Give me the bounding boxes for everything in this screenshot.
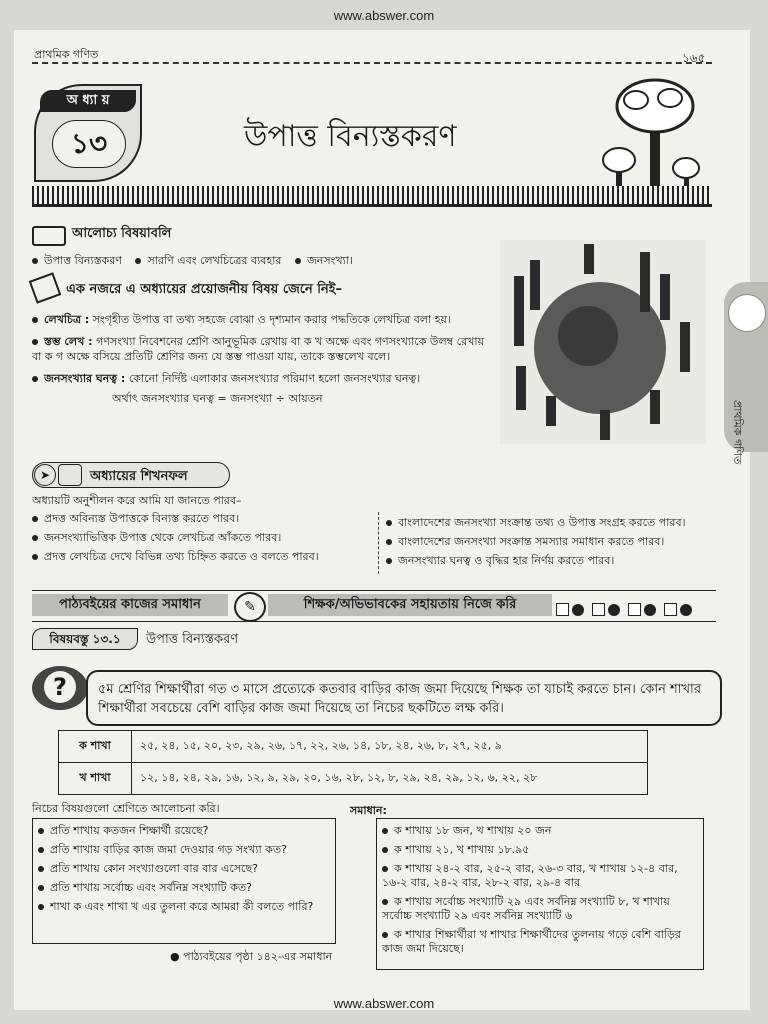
outcome-item: জনসংখ্যাভিত্তিক উপাত্ত থেকে লেখচিত্র আঁকতে পারব। <box>32 531 372 545</box>
glance-term: লেখচিত্র : <box>44 313 90 326</box>
solution-item: ক শাখার শিক্ষার্থীরা খ শাখার শিক্ষার্থীদের তুলনায় গড়ে বেশি বাড়ির কাজ জমা দিয়েছে। <box>382 928 682 955</box>
circle-icon <box>680 604 692 616</box>
outcome-item: বাংলাদেশের জনসংখ্যা সংক্রান্ত সমস্যার সমাধান করতে পারব। <box>386 535 716 549</box>
outcomes-left-list <box>32 512 372 569</box>
page-number: ১৬৫ <box>682 51 706 65</box>
solutions-bar-right: শিক্ষক/অভিভাবকের সহায়তায় নিজে করি <box>268 594 552 616</box>
solution-heading: সমাধান: <box>350 804 387 817</box>
glance-item <box>32 371 488 386</box>
square-icon <box>664 603 677 616</box>
glance-heading: এক নজরে এ অধ্যায়ের প্রয়োজনীয় বিষয় জেনে নিই– <box>66 282 342 297</box>
square-icon <box>628 603 641 616</box>
solution-item: ক শাখায় ২১, খ শাখায় ১৮.৯৫ <box>382 843 696 857</box>
pencil-icon: ✎ <box>234 592 266 622</box>
glance-text: গণসংখ্যা নিবেশনের শ্রেণি আনুভূমিক রেখায় বা ক খ অক্ষে এবং গণসংখ্যাকে উলম্ব রেখায় বা ক গ অক্ষে বসিয়ে প্রতিটি শ্রেণির জন্য যে স্তম্ভ পাওয়া যায়, তাকে স্তম্ভলেখ বলে। <box>32 335 485 363</box>
table-row-label: ক শাখা <box>59 731 132 763</box>
subject-tag: বিষয়বস্তু ১৩.১ <box>32 628 138 650</box>
glance-term: জনসংখ্যার ঘনত্ব : <box>44 372 126 385</box>
discuss-footnote: ● পাঠ্যবইয়ের পৃষ্ঠা ১৪২-এর সমাধান <box>170 950 333 963</box>
glance-text: কোনো নির্দিষ্ট এলাকার জনসংখ্যার পরিমাণ হলো জনসংখ্যার ঘনত্ব। <box>128 372 421 385</box>
outcome-item: জনসংখ্যার ঘনত্ব ও বৃদ্ধির হার নির্ণয় করতে পারব। <box>386 554 716 568</box>
square-icon <box>592 603 605 616</box>
outcomes-heading: অধ্যায়ের শিখনফল <box>90 469 188 484</box>
watermark-bottom[interactable]: www.abswer.com <box>333 996 435 1011</box>
grass-strip <box>32 186 712 207</box>
running-header-book: প্রাথমিক গণিত <box>34 48 99 61</box>
header-rule <box>32 62 712 64</box>
outcome-item: প্রদত্ত অবিন্যস্ত উপাত্তকে বিন্যস্ত করতে পারব। <box>32 512 372 526</box>
table-row-values: ১২, ১৪, ২৪, ২৯, ১৬, ১২, ৯, ২৯, ২০, ১৬, ২৮, ১২, ৮, ২৯, ২৪, ২৯, ১২, ৬, ২২, ২৮ <box>132 763 648 795</box>
topic-item: জনসংখ্যা। <box>306 254 353 267</box>
outcome-item: বাংলাদেশের জনসংখ্যা সংক্রান্ত তথ্য ও উপাত্ত সংগ্রহ করতে পারব। <box>386 516 716 530</box>
arrow-icon: ➤ <box>34 464 56 486</box>
globe-bar-chart-illustration <box>500 240 706 444</box>
glance-item <box>32 312 488 327</box>
discuss-item: প্রতি শাখায় বাড়ির কাজ জমা দেওয়ার গড় সংখ্যা কত? <box>38 843 328 857</box>
subject-title: উপাত্ত বিন্যস্তকরণ <box>146 632 239 647</box>
outcome-item: প্রদত্ত লেখচিত্র দেখে বিভিন্ন তথ্য চিহ্নিত করতে ও বলতে পারব। <box>32 550 372 564</box>
outcomes-right-list <box>386 516 716 573</box>
circle-icon <box>608 604 620 616</box>
watermark-top[interactable]: www.abswer.com <box>333 8 435 23</box>
chapter-number: ১৩ <box>52 120 126 168</box>
problem-text: ৫ম শ্রেণির শিক্ষার্থীরা গত ৩ মাসে প্রত্যেকে কতবার বাড়ির কাজ জমা দিয়েছে শিক্ষক তা যাচাই করতে চান। কোন শাখার শিক্ষার্থীরা সবচেয়ে বেশি বাড়ির কাজ জমা দিয়েছে তা নিচের ছকটিতে লক্ষ করি। <box>86 670 722 726</box>
discuss-item: শাখা ক এবং শাখা খ এর তুলনা করে আমরা কী বলতে পারি? <box>38 900 328 914</box>
topic-item: উপাত্ত বিন্যস্তকরণ <box>44 254 122 267</box>
discuss-list <box>38 824 328 919</box>
glance-item <box>32 334 488 364</box>
table-row-values: ২৫, ২৪, ১৫, ২০, ২৩, ২৯, ২৬, ১৭, ২২, ২৬, ১৪, ১৮, ২৪, ২৬, ৮, ২৭, ২৫, ৯ <box>132 731 648 763</box>
question-mark-icon: ? <box>44 671 76 703</box>
table-row-label: খ শাখা <box>59 763 132 795</box>
footnote-text: পাঠ্যবইয়ের পৃষ্ঠা ১৪২-এর সমাধান <box>183 950 333 963</box>
outcomes-divider <box>378 512 379 574</box>
square-icon <box>556 603 569 616</box>
solution-list <box>382 824 696 961</box>
solution-item: ক শাখায় ২৪-২ বার, ২৫-২ বার, ২৬-৩ বার, খ শাখায় ১২-৪ বার, ১৬-২ বার, ২৪-২ বার, ২৮-২ বার, ২৯-৪ বার <box>382 862 678 889</box>
outcomes-intro: অধ্যায়টি অনুশীলন করে আমি যা জানতে পারব– <box>32 494 242 507</box>
table-row <box>59 763 648 795</box>
discuss-heading: নিচের বিষয়গুলো শ্রেণিতে আলোচনা করি। <box>32 802 220 815</box>
book-icon <box>32 226 66 246</box>
solution-item: ক শাখায় ১৮ জন, খ শাখায় ২০ জন <box>382 824 696 838</box>
density-formula: অর্থাৎ জনসংখ্যার ঘনত্ব = জনসংখ্যা ÷ আয়তন <box>112 392 323 405</box>
discuss-item: প্রতি শাখায় কতজন শিক্ষার্থী রয়েছে? <box>38 824 328 838</box>
table-row <box>59 731 648 763</box>
shape-icons-row <box>556 599 695 618</box>
chapter-label: অ ধ্যা য় <box>40 90 136 112</box>
side-tab-label: প্রাথমিক গণিত <box>731 400 744 465</box>
discuss-item: প্রতি শাখায় সর্বোচ্চ এবং সর্বনিম্ন সংখ্যাটি কত? <box>38 881 328 895</box>
circle-icon <box>572 604 584 616</box>
glance-term: স্তম্ভ লেখ : <box>44 335 93 348</box>
glance-list <box>32 312 488 409</box>
solution-item: ক শাখায় সর্বোচ্চ সংখ্যাটি ২৯ এবং সর্বনিম্ন সংখ্যাটি ৮, খ শাখায় সর্বোচ্চ সংখ্যাটি ২৯ এবং সর্বনিম্ন সংখ্যাটি ৬ <box>382 895 670 922</box>
open-book-icon <box>58 464 82 486</box>
side-tab-number-circle <box>728 294 766 332</box>
topic-item: সারণি এবং লেখচিত্রের ব্যবহার <box>147 254 282 267</box>
solutions-bar-left: পাঠ্যবইয়ের কাজের সমাধান <box>32 594 228 616</box>
circle-icon <box>644 604 656 616</box>
glance-text: সংগৃহীত উপাত্ত বা তথ্য সহজে বোঝা ও দৃশ্যমান করার পদ্ধতিকে লেখচিত্র বলা হয়। <box>92 313 451 326</box>
chapter-title: উপাত্ত বিন্যস্তকরণ <box>244 119 457 154</box>
topics-list <box>32 252 353 271</box>
topics-heading: আলোচ্য বিষয়াবলি <box>72 226 172 241</box>
scores-table <box>58 730 648 795</box>
discuss-item: প্রতি শাখায় কোন সংখ্যাগুলো বার বার এসেছে? <box>38 862 328 876</box>
